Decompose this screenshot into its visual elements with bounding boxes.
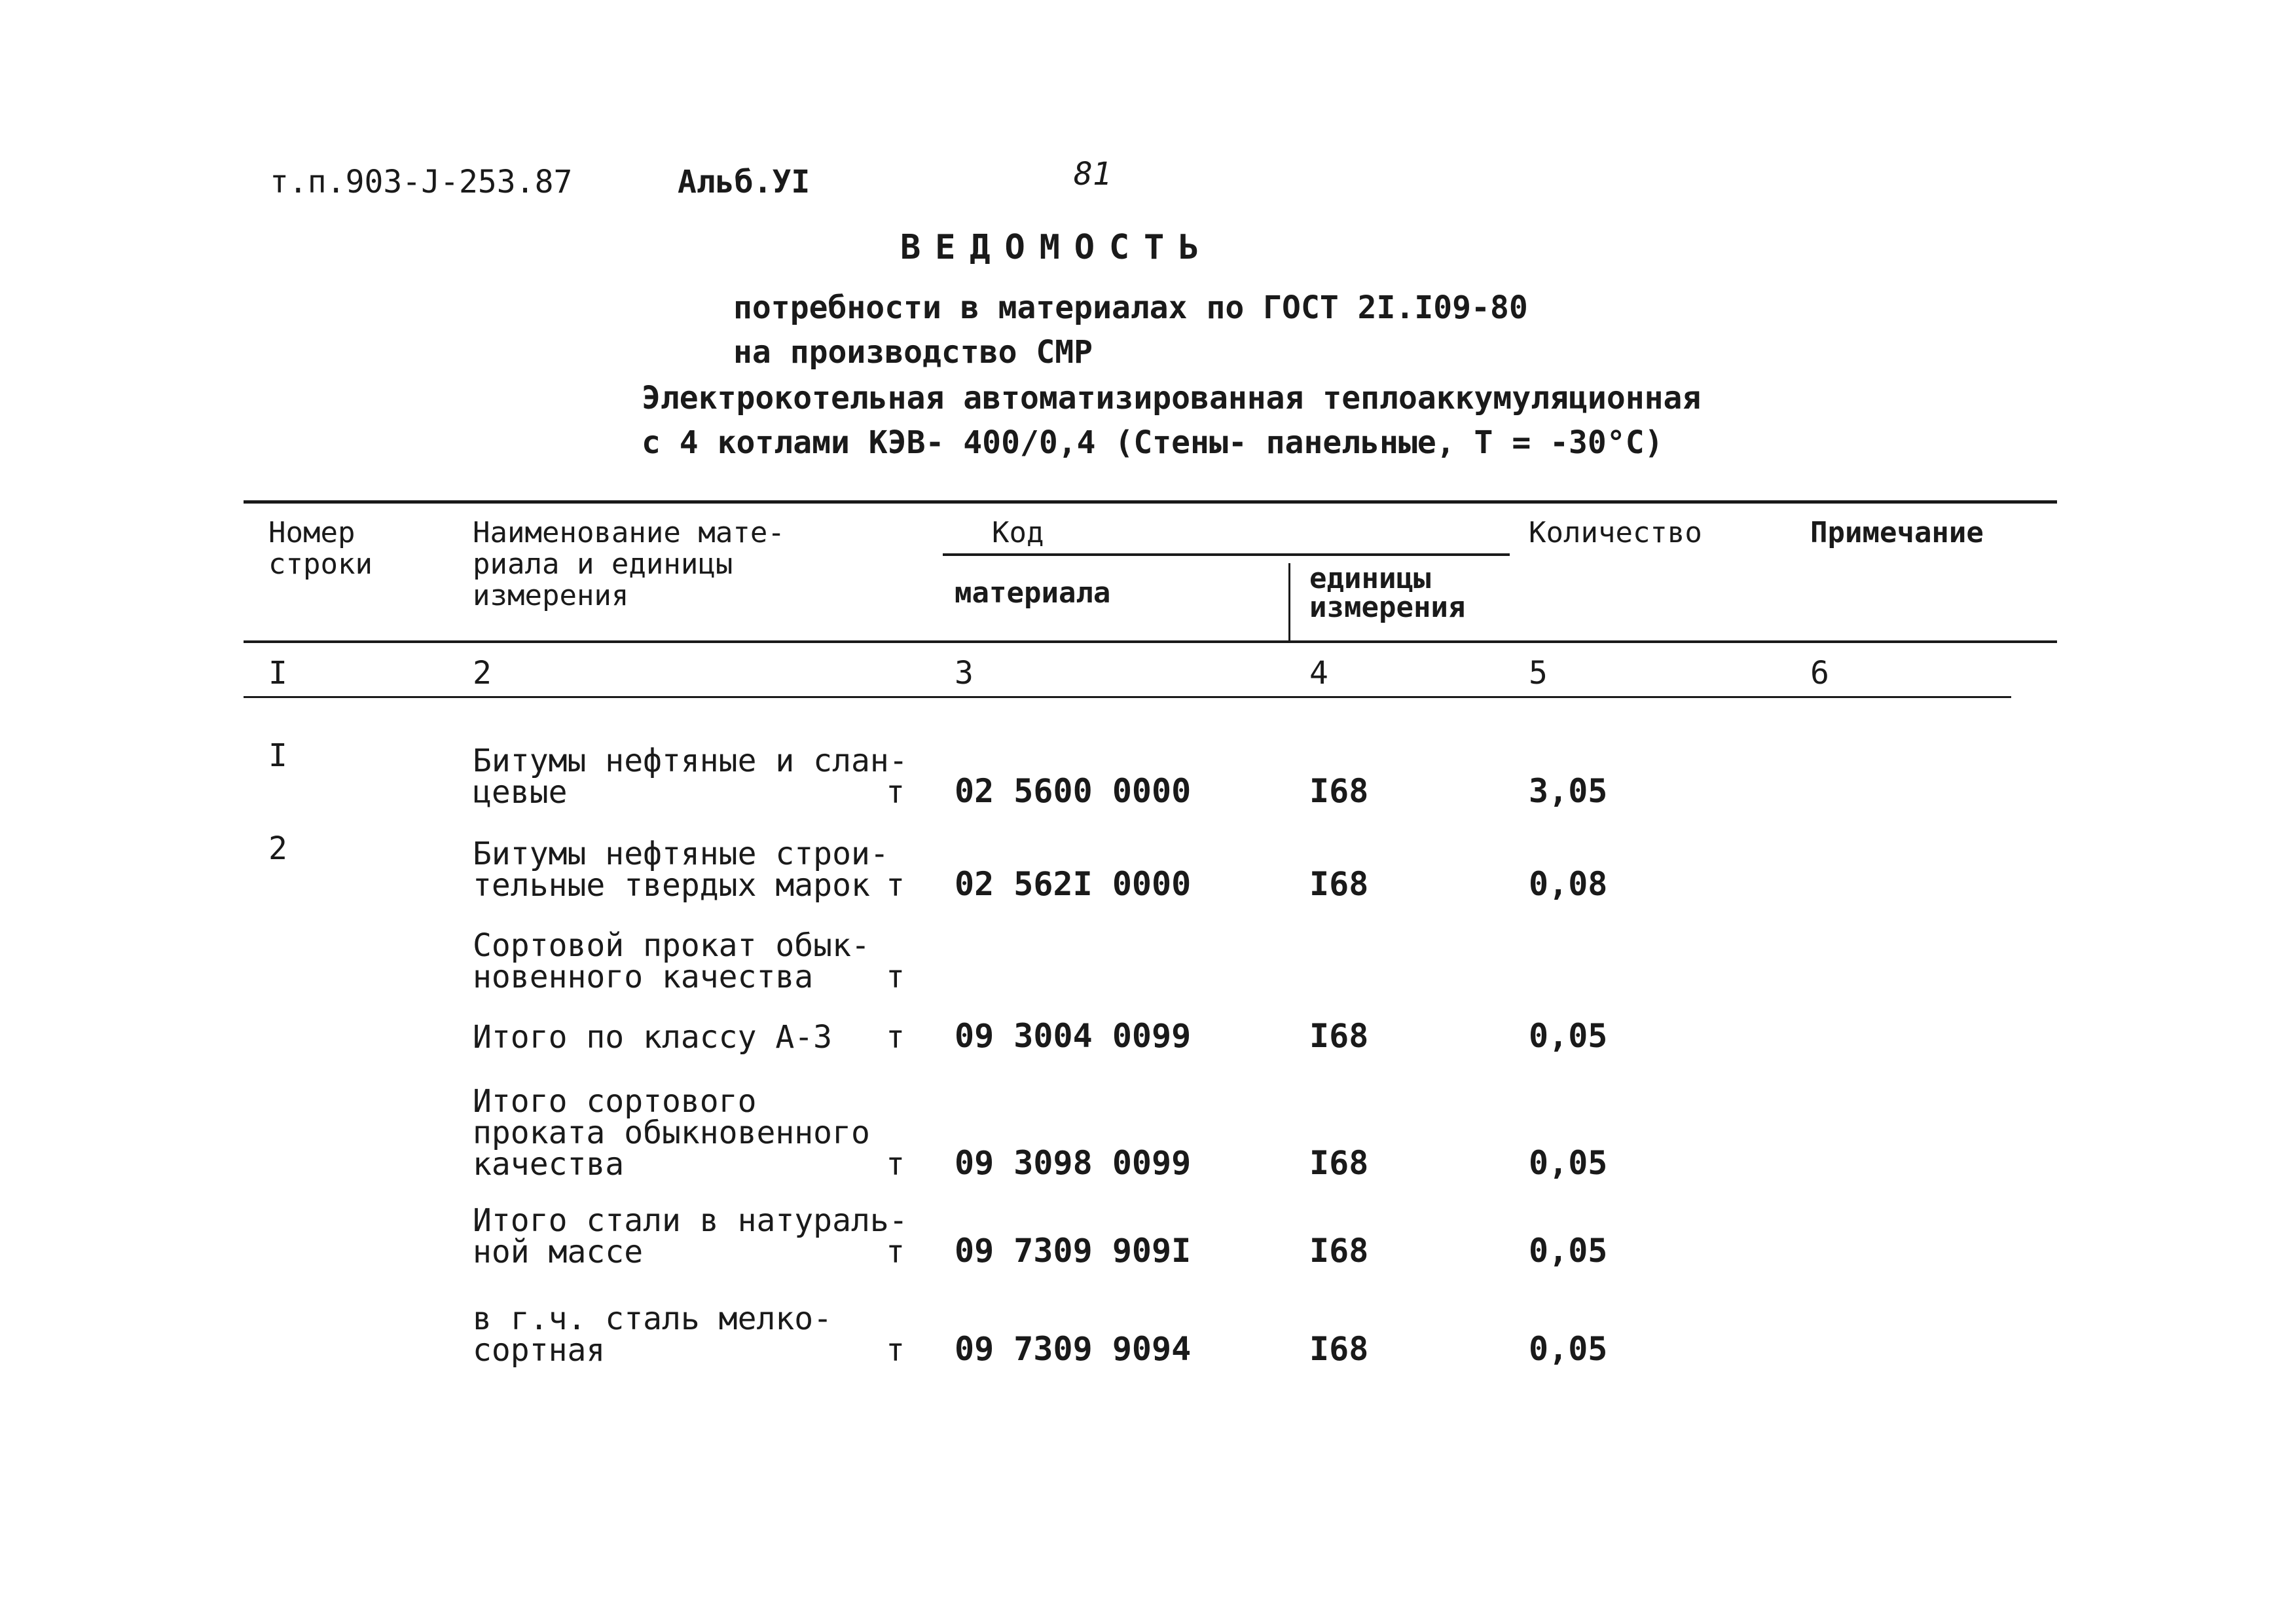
header-quantity: Количество bbox=[1529, 516, 1702, 549]
material-name-line: тельные твердых марок т bbox=[473, 867, 905, 904]
unit-label: т bbox=[886, 1332, 905, 1369]
material-code: 02 562I 0000 bbox=[955, 865, 1192, 903]
header-code-unit: единицы измерения bbox=[1309, 562, 1466, 624]
album-label: Альб.УI bbox=[678, 164, 811, 200]
material-name-line: цевые т bbox=[473, 774, 905, 811]
subtitle-line-3: Электрокотельная автоматизированная теплоаккумуляционная bbox=[642, 380, 1702, 416]
quantity: 0,05 bbox=[1529, 1232, 1608, 1270]
material-name-line: ной массе т bbox=[473, 1234, 905, 1270]
header-code: Код bbox=[992, 516, 1044, 549]
material-name-line: Битумы нефтяные строи- bbox=[473, 836, 889, 872]
page-number: 81 bbox=[1074, 156, 1112, 193]
column-number-4: 4 bbox=[1309, 655, 1328, 692]
unit-label: т bbox=[886, 1234, 905, 1270]
material-code: 09 7309 9094 bbox=[955, 1330, 1192, 1368]
quantity: 0,08 bbox=[1529, 865, 1608, 903]
material-name bbox=[473, 743, 908, 811]
material-name-line: проката обыкновенного bbox=[473, 1115, 870, 1151]
header-bottom-rule bbox=[244, 640, 2057, 643]
column-number-2: 2 bbox=[473, 655, 492, 692]
quantity: 0,05 bbox=[1529, 1017, 1608, 1055]
subtitle-line-2: на производство СМР bbox=[733, 334, 1093, 371]
material-name-line: качества т bbox=[473, 1146, 905, 1183]
material-name bbox=[473, 836, 905, 904]
code-group-rule bbox=[943, 553, 1510, 556]
unit-label: т bbox=[886, 867, 905, 904]
material-name bbox=[473, 1301, 905, 1369]
subtitle-line-1: потребности в материалах по ГОСТ 2I.I09-80 bbox=[733, 289, 1528, 326]
header-note: Примечание bbox=[1810, 516, 1984, 549]
material-name-line: Итого сортового bbox=[473, 1083, 757, 1120]
material-name-line: сортная т bbox=[473, 1332, 905, 1369]
quantity: 3,05 bbox=[1529, 772, 1608, 810]
unit-code: I68 bbox=[1309, 1017, 1369, 1055]
unit-label: т bbox=[886, 1146, 905, 1183]
header-name: Наименование мате- риала и единицы измерения bbox=[473, 516, 785, 612]
subtitle-line-4: с 4 котлами КЭВ- 400/0,4 (Стены- панельные, Т = -30°С) bbox=[642, 424, 1664, 461]
material-code: 09 7309 909I bbox=[955, 1232, 1192, 1270]
unit-code: I68 bbox=[1309, 1144, 1369, 1182]
unit-label: т bbox=[886, 1019, 905, 1056]
document-title: ВЕДОМОСТЬ bbox=[900, 228, 1214, 267]
material-code: 09 3004 0099 bbox=[955, 1017, 1192, 1055]
row-number: 2 bbox=[268, 830, 287, 867]
unit-code: I68 bbox=[1309, 1330, 1369, 1368]
material-name-line: в г.ч. сталь мелко- bbox=[473, 1301, 833, 1337]
quantity: 0,05 bbox=[1529, 1144, 1608, 1182]
column-numbers-rule bbox=[244, 696, 2011, 698]
unit-code: I68 bbox=[1309, 772, 1369, 810]
row-number: I bbox=[268, 737, 287, 774]
code-column-divider bbox=[1288, 563, 1290, 642]
column-number-5: 5 bbox=[1529, 655, 1548, 692]
material-name bbox=[473, 1202, 908, 1270]
column-number-3: 3 bbox=[955, 655, 974, 692]
unit-label: т bbox=[886, 959, 905, 995]
header-row-number: Номер строки bbox=[268, 516, 373, 581]
column-number-1: I bbox=[268, 655, 287, 692]
unit-code: I68 bbox=[1309, 1232, 1369, 1270]
material-name bbox=[473, 1019, 905, 1056]
table-top-rule bbox=[244, 500, 2057, 504]
material-name bbox=[473, 927, 905, 995]
unit-code: I68 bbox=[1309, 865, 1369, 903]
material-name-line: Итого по классу А-3 т bbox=[473, 1019, 905, 1056]
material-name-line: Итого стали в натураль- bbox=[473, 1202, 908, 1239]
quantity: 0,05 bbox=[1529, 1330, 1608, 1368]
material-name-line: Битумы нефтяные и слан- bbox=[473, 743, 908, 779]
material-name bbox=[473, 1083, 905, 1183]
unit-label: т bbox=[886, 774, 905, 811]
material-name-line: новенного качества т bbox=[473, 959, 905, 995]
project-code: т.п.903-Ј-253.87 bbox=[270, 164, 573, 200]
material-code: 09 3098 0099 bbox=[955, 1144, 1192, 1182]
column-number-6: 6 bbox=[1810, 655, 1829, 692]
material-name-line: Сортовой прокат обык- bbox=[473, 927, 870, 964]
header-code-material: материала bbox=[955, 576, 1111, 610]
material-code: 02 5600 0000 bbox=[955, 772, 1192, 810]
